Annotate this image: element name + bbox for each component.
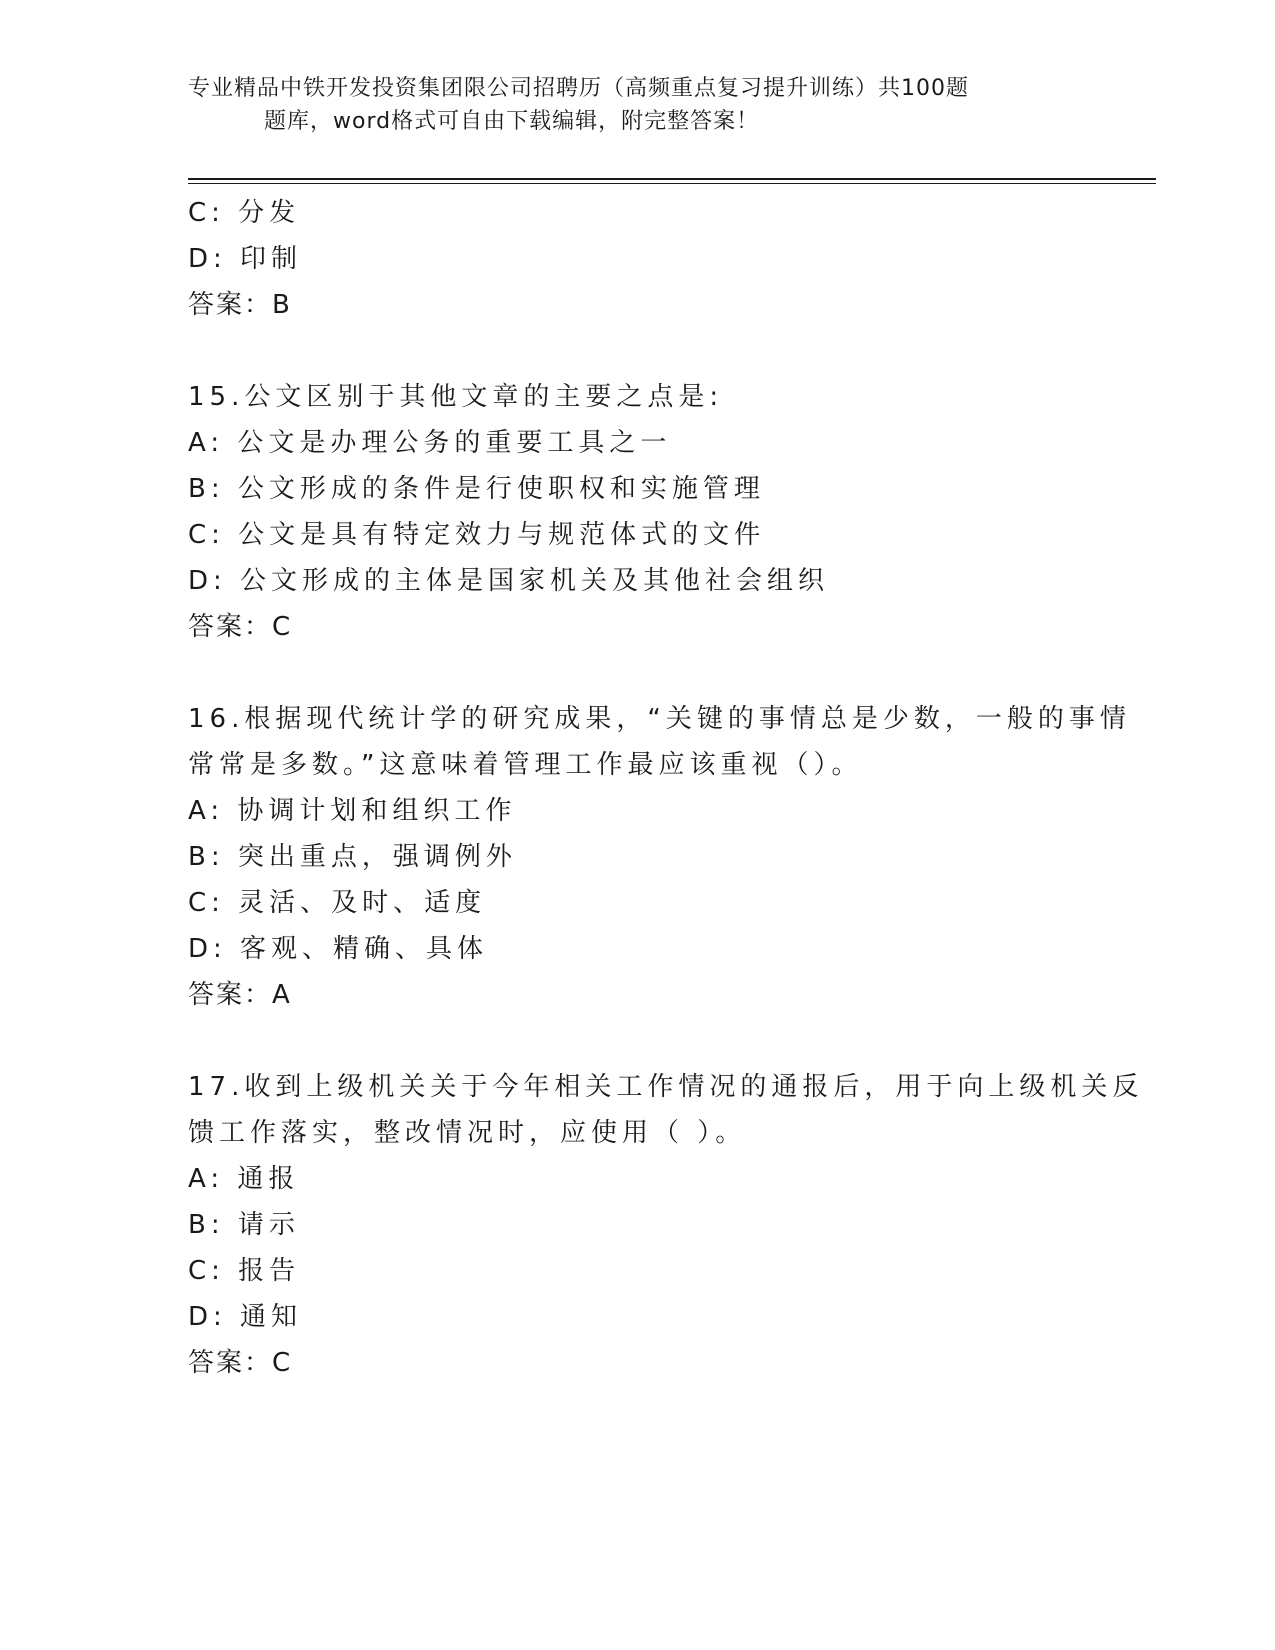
question-stem-line-2: 常常是多数。”这意味着管理工作最应该重视（）。	[188, 750, 863, 780]
answer: 答案：A	[188, 980, 292, 1010]
question-stem-line-1: 16.根据现代统计学的研究成果，“关键的事情总是少数，一般的事情	[188, 704, 1131, 734]
option-d: D: 公文形成的主体是国家机关及其他社会组织	[188, 566, 830, 596]
option-d: D: 印制	[188, 244, 303, 274]
header-title-line-2: 题库，word格式可自由下载编辑，附完整答案！	[264, 109, 760, 134]
option-b: B: 公文形成的条件是行使职权和实施管理	[188, 474, 765, 504]
option-c: C: 分发	[188, 198, 301, 228]
option-d: D: 通知	[188, 1302, 303, 1332]
question-14-continued	[188, 190, 1088, 328]
header-divider-thick	[188, 178, 1156, 180]
question-stem-line-2: 馈工作落实，整改情况时，应使用（ ）。	[188, 1118, 747, 1148]
header-title-line-1: 专业精品中铁开发投资集团限公司招聘历（高频重点复习提升训练）共100题	[188, 76, 969, 101]
option-a: A: 协调计划和组织工作	[188, 796, 517, 826]
spacer	[188, 1018, 1088, 1064]
question-16	[188, 696, 1131, 1018]
question-17	[188, 1064, 1144, 1386]
option-a: A: 通报	[188, 1164, 300, 1194]
option-d: D: 客观、精确、具体	[188, 934, 489, 964]
option-b: B: 突出重点，强调例外	[188, 842, 517, 872]
header-divider-thin	[188, 183, 1156, 184]
option-c: C: 灵活、及时、适度	[188, 888, 487, 918]
answer: 答案：C	[188, 612, 293, 642]
question-15	[188, 374, 1088, 650]
option-a: A: 公文是办理公务的重要工具之一	[188, 428, 672, 458]
option-b: B: 请示	[188, 1210, 300, 1240]
spacer	[188, 650, 1088, 696]
question-content	[188, 190, 1144, 1386]
option-c: C: 报告	[188, 1256, 301, 1286]
page-header	[188, 72, 1088, 138]
answer: 答案：C	[188, 1348, 293, 1378]
question-stem-line-1: 17.收到上级机关关于今年相关工作情况的通报后，用于向上级机关反	[188, 1072, 1144, 1102]
answer: 答案：B	[188, 290, 292, 320]
spacer	[188, 328, 1088, 374]
question-stem: 15.公文区别于其他文章的主要之点是:	[188, 382, 724, 412]
option-c: C: 公文是具有特定效力与规范体式的文件	[188, 520, 766, 550]
